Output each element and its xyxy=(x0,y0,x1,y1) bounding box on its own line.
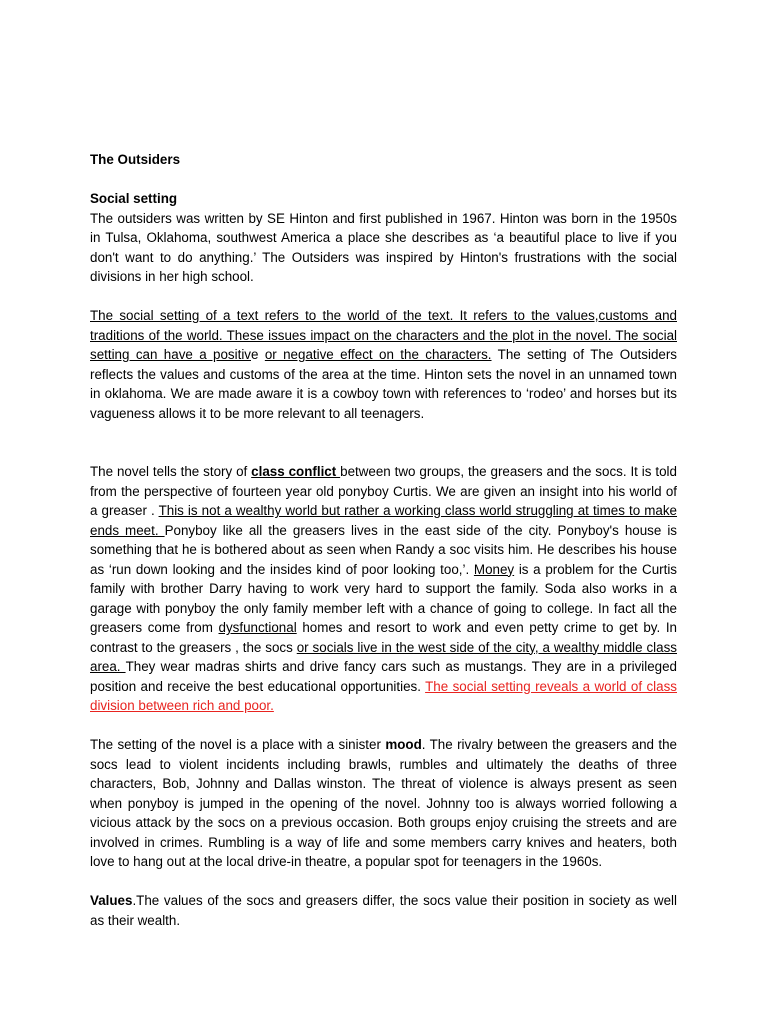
spacer xyxy=(90,170,677,190)
plain-text: The setting of the novel is a place with a sinister xyxy=(90,737,386,752)
spacer xyxy=(90,423,677,462)
paragraph-social-setting-definition xyxy=(90,306,677,423)
plain-text: The novel tells the story of xyxy=(90,464,252,479)
bold-text: mood xyxy=(385,737,422,752)
underlined-text: or socials live in the west side of the city, a wealthy middle class area. xyxy=(90,639,677,674)
bold-text: Values xyxy=(90,893,133,908)
paragraph-mood xyxy=(90,735,677,872)
paragraph-values xyxy=(90,891,677,930)
plain-text: Ponyboy like all the greasers lives in the east side of the city. Ponyboy's house is something that he is bothered about as seen when Randy a soc visits him. He describes his house as ‘run down looking and the insides kind of poor looking too,’. xyxy=(90,522,678,577)
plain-text: e xyxy=(251,347,265,362)
plain-text: .The values of the socs and greasers differ, the socs value their position in society as well as their wealth. xyxy=(90,893,677,928)
plain-text: . The rivalry between the greasers and the socs lead to violent incidents including brawls, rumbles and ultimately the deaths of three characters, Bob, Johnny and Dallas winston. The threat of violence is always present as seen when ponyboy is jumped in the opening of the novel. Johnny too is always worried following a vicious attack by the socs on a previous occasion. Both groups enjoy cruising the streets and are involved in crimes. Rumbling is a way of life and some members carry knives and heaters, both love to hang out at the local drive-in theatre, a popular spot for teenagers in the 1960s. xyxy=(90,737,677,869)
plain-text: between two groups, the greasers and the socs. It is told from the perspective of fourteen year old ponyboy Curtis. We are given an insight into his world of a greaser . xyxy=(90,464,677,518)
plain-text: is a problem for the Curtis family with brother Darry having to work very hard to support the family. Soda also works in a garage with ponyboy the only family member left with a chance of going to college. In fact all the greasers come from xyxy=(90,561,678,635)
underlined-text: dysfunctional xyxy=(218,620,297,635)
spacer xyxy=(90,287,677,307)
spacer xyxy=(90,716,677,736)
section-heading-social-setting: Social setting xyxy=(90,191,178,206)
document-title: The Outsiders xyxy=(90,152,181,167)
bold-underlined-text: class conflict xyxy=(251,464,341,479)
plain-text: The setting of The Outsiders reflects the values and customs of the area at the time. Hinton sets the novel in an unnamed town in oklahoma. We are made aware it is a cowboy town with references to ‘rodeo’ and horses but its vagueness allows it to be more relevant to all teenagers. xyxy=(90,347,677,421)
paragraph-class-conflict xyxy=(90,462,677,716)
paragraph-intro: The outsiders was written by SE Hinton and first published in 1967. Hinton was born in the 1950s in Tulsa, Oklahoma, southwest America a place she describes as ‘a beautiful place to live if you don't want to do anything.’ The Outsiders was inspired by Hinton's frustrations with the social divisions in her high school. xyxy=(90,210,677,284)
plain-text: They wear madras shirts and drive fancy cars such as mustangs. They are in a privileged position and receive the best educational opportunities. xyxy=(90,659,678,694)
document-page xyxy=(90,150,677,930)
plain-text: homes and resort to work and even petty crime to get by. In contrast to the greasers , the socs xyxy=(90,620,677,655)
spacer xyxy=(90,872,677,892)
underlined-text: The social setting of a text refers to the world of the text. It refers to the values,customs and traditions of the world. These issues impact on the characters and the plot in the novel. The social setting can have a positiv xyxy=(90,308,677,362)
underlined-text: This is not a wealthy world but rather a working class world struggling at times to make ends meet. xyxy=(90,503,678,538)
underlined-text: Money xyxy=(473,561,515,577)
underlined-text: or negative effect on the characters. xyxy=(264,347,492,362)
red-underlined-text: The social setting reveals a world of class division between rich and poor. xyxy=(90,678,677,713)
